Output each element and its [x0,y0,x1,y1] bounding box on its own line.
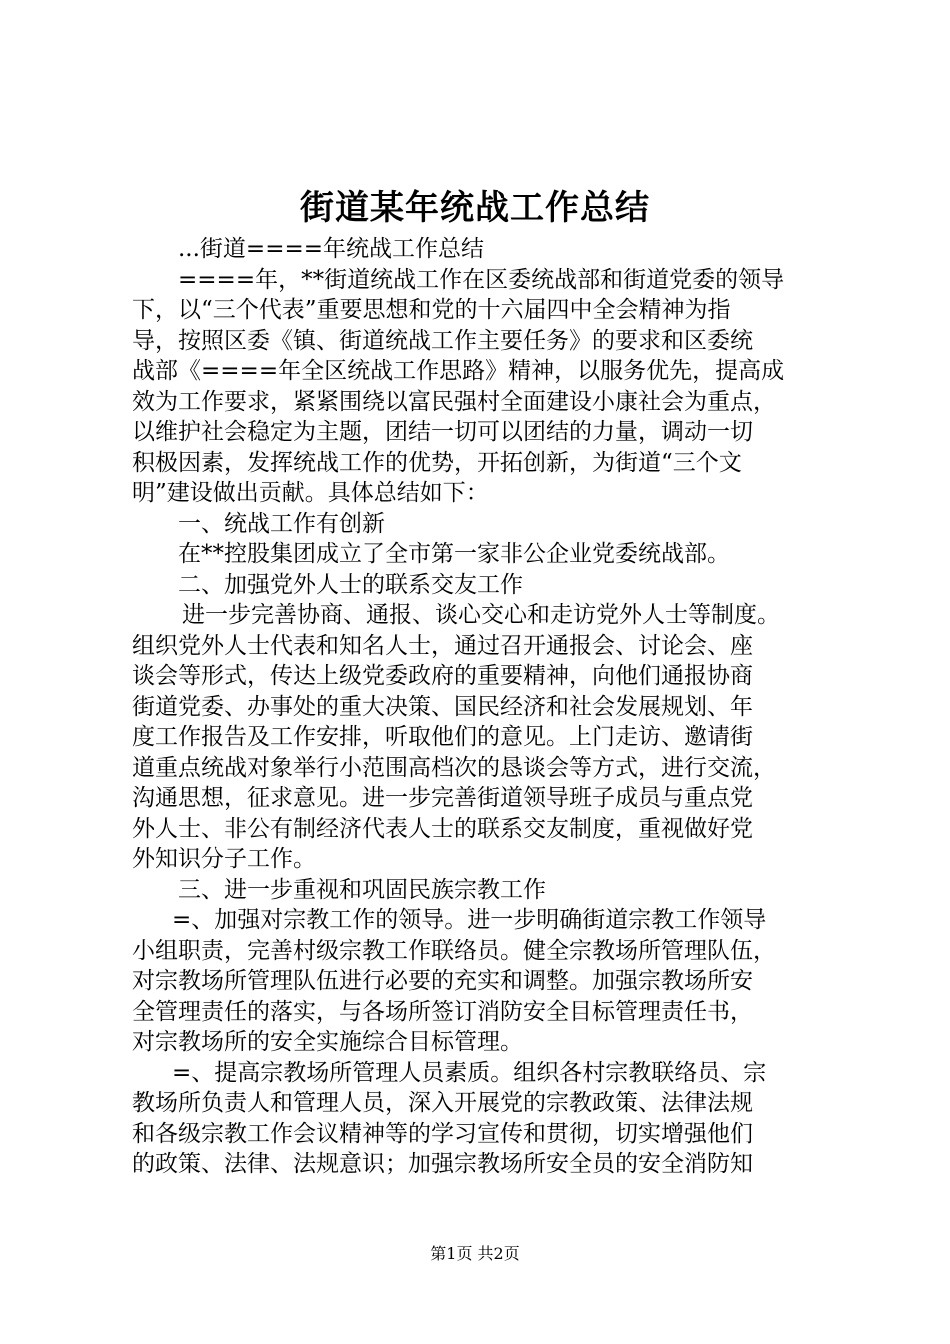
paragraph-line: 明”建设做出贡献。具体总结如下： [132,480,489,506]
paragraph-line: 小组职责，完善村级宗教工作联络员。健全宗教场所管理队伍， [132,937,776,964]
paragraph-line: 效为工作要求，紧紧围绕以富民强村全面建设小康社会为重点， [132,388,776,415]
page-number-footer: 第1页 共2页 [430,1244,520,1263]
paragraph-line: 导，按照区委《镇、街道统战工作主要任务》的要求和区委统 [132,327,753,354]
paragraph-line: 下，以“三个代表”重要思想和党的十六届四中全会精神为指 [132,297,731,323]
paragraph-line: ====年，**街道统战工作在区委统战部和街道党委的领导 [178,266,785,293]
paragraph-line: 战部《====年全区统战工作思路》精神，以服务优先，提高成 [132,358,785,384]
paragraph-line: 组织党外人士代表和知名人士，通过召开通报会、讨论会、座 [132,632,753,659]
paragraph-line: 外人士、非公有制经济代表人士的联系交友制度，重视做好党 [132,815,753,842]
document-title: 街道某年统战工作总结 [300,188,650,228]
paragraph-line: 街道党委、办事处的重大决策、国民经济和社会发展规划、年 [132,693,753,720]
paragraph-line: 在**控股集团成立了全市第一家非公企业党委统战部。 [178,541,730,567]
subtitle-line: ...街道====年统战工作总结 [178,236,485,262]
paragraph-line: 道重点统战对象举行小范围高档次的恳谈会等方式，进行交流， [132,754,776,781]
paragraph-line: 和各级宗教工作会议精神等的学习宣传和贯彻，切实增强他们 [132,1120,753,1147]
section-heading: 二、加强党外人士的联系交友工作 [178,571,523,598]
paragraph-line: 沟通思想，征求意见。进一步完善街道领导班子成员与重点党 [132,785,753,811]
paragraph-line: 全管理责任的落实，与各场所签订消防安全目标管理责任书， [132,998,753,1025]
paragraph-line: 度工作报告及工作安排，听取他们的意见。上门走访、邀请街 [132,724,753,750]
paragraph-line: 积极因素，发挥统战工作的优势，开拓创新，为街道“三个文 [132,449,742,476]
paragraph-line: =、加强对宗教工作的领导。进一步明确街道宗教工作领导 [172,907,767,933]
paragraph-line: 以维护社会稳定为主题，团结一切可以团结的力量，调动一切 [132,419,753,445]
paragraph-line: 外知识分子工作。 [132,846,316,872]
paragraph-line: 对宗教场所的安全实施综合目标管理。 [132,1029,523,1055]
paragraph-line: 谈会等形式，传达上级党委政府的重要精神，向他们通报协商 [132,663,753,689]
section-heading: 三、进一步重视和巩固民族宗教工作 [178,876,546,903]
section-heading: 一、统战工作有创新 [178,510,385,537]
paragraph-line: 对宗教场所管理队伍进行必要的充实和调整。加强宗教场所安 [132,968,753,994]
paragraph-line: 教场所负责人和管理人员，深入开展党的宗教政策、法律法规 [132,1090,753,1116]
paragraph-line: 的政策、法律、法规意识；加强宗教场所安全员的安全消防知 [132,1151,753,1177]
paragraph-line: =、提高宗教场所管理人员素质。组织各村宗教联络员、宗 [172,1059,767,1086]
document-body [132,234,832,1180]
paragraph-line: 进一步完善协商、通报、谈心交心和走访党外人士等制度。 [182,602,780,628]
